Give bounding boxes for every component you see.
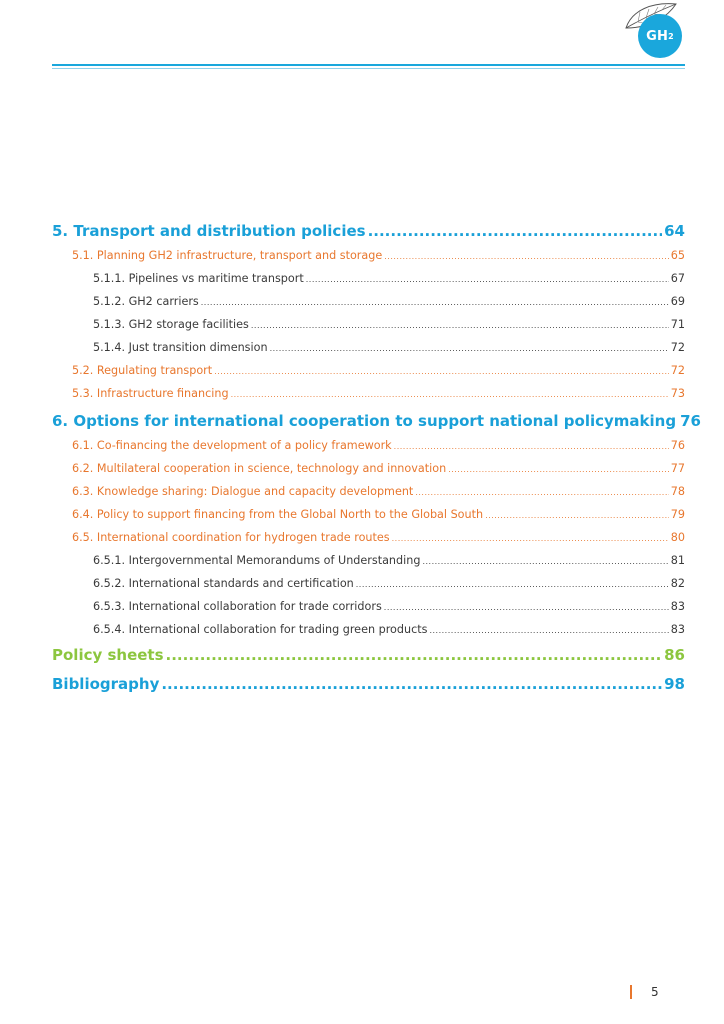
toc-entry-page: 86 (664, 646, 685, 664)
toc-leader-dots (392, 534, 669, 543)
toc-entry-page: 72 (670, 364, 685, 377)
toc-entry[interactable] (52, 462, 685, 475)
toc-leader-dots (368, 222, 663, 240)
toc-entry-page: 77 (670, 462, 685, 475)
toc-entry-page: 76 (670, 439, 685, 452)
toc-entry-title: 6.4. Policy to support financing from the Global North to the Global South (72, 508, 484, 521)
toc-leader-dots (270, 344, 669, 353)
header-rule (52, 64, 685, 66)
toc-entry-page: 71 (670, 318, 685, 331)
toc-leader-dots (485, 511, 669, 520)
toc-leader-dots (422, 557, 668, 566)
toc-entry[interactable] (52, 272, 685, 285)
toc-entry[interactable] (52, 623, 685, 636)
toc-entry[interactable] (52, 600, 685, 613)
toc-leader-dots (356, 580, 669, 589)
toc-entry[interactable] (52, 295, 685, 308)
logo-text: GH (646, 28, 669, 44)
toc-entry[interactable] (52, 412, 701, 430)
toc-entry-title: 6.5. International coordination for hydrogen trade routes (72, 531, 390, 544)
toc-entry-title: 5.1.3. GH2 storage facilities (93, 318, 249, 331)
toc-leader-dots (448, 465, 669, 474)
toc-entry-title: 5. Transport and distribution policies (52, 222, 366, 240)
toc-leader-dots (429, 626, 668, 635)
toc-entry[interactable] (52, 531, 685, 544)
toc-entry-title: 5.3. Infrastructure financing (72, 387, 229, 400)
toc-entry[interactable] (52, 341, 685, 354)
toc-entry[interactable] (52, 485, 685, 498)
toc-entry-title: 6. Options for international cooperation to support national policymaking (52, 412, 677, 430)
toc-leader-dots (201, 298, 669, 307)
toc-entry-title: 6.3. Knowledge sharing: Dialogue and capacity development (72, 485, 414, 498)
toc-entry-page: 80 (670, 531, 685, 544)
toc-entry-page: 67 (670, 272, 685, 285)
toc-entry-page: 64 (664, 222, 685, 240)
gh2-logo (618, 0, 688, 64)
toc-entry-title: 6.5.2. International standards and certification (93, 577, 354, 590)
toc-leader-dots (231, 390, 669, 399)
gh2-badge (638, 14, 682, 58)
toc-entry-page: 83 (670, 600, 685, 613)
toc-entry[interactable] (52, 439, 685, 452)
toc-entry[interactable] (52, 364, 685, 377)
toc-entry[interactable] (52, 646, 685, 664)
toc-entry[interactable] (52, 554, 685, 567)
toc-entry-page: 78 (670, 485, 685, 498)
toc-entry-page: 65 (670, 249, 685, 262)
toc-entry[interactable] (52, 318, 685, 331)
toc-leader-dots (415, 488, 668, 497)
toc-leader-dots (384, 252, 669, 261)
toc-entry-page: 82 (670, 577, 685, 590)
toc-leader-dots (161, 675, 662, 693)
toc-entry-title: 6.5.1. Intergovernmental Memorandums of Understanding (93, 554, 421, 567)
toc-entry-title: Bibliography (52, 675, 160, 693)
toc-entry-title: 5.1.1. Pipelines vs maritime transport (93, 272, 304, 285)
toc-entry[interactable] (52, 249, 685, 262)
toc-entry[interactable] (52, 675, 685, 693)
toc-entry-title: Policy sheets (52, 646, 164, 664)
toc-entry-page: 69 (670, 295, 685, 308)
toc-entry-title: 5.1.2. GH2 carriers (93, 295, 199, 308)
toc-entry-title: 6.5.4. International collaboration for trading green products (93, 623, 428, 636)
toc-entry-title: 5.2. Regulating transport (72, 364, 213, 377)
toc-entry-title: 6.5.3. International collaboration for trade corridors (93, 600, 382, 613)
toc-entry-title: 6.1. Co-financing the development of a policy framework (72, 439, 392, 452)
toc-entry-page: 73 (670, 387, 685, 400)
toc-leader-dots (384, 603, 669, 612)
toc-entry-page: 98 (664, 675, 685, 693)
toc-leader-dots (214, 367, 669, 376)
toc-leader-dots (251, 321, 669, 330)
toc-entry-page: 72 (670, 341, 685, 354)
header-rule-thin (52, 68, 685, 69)
logo-subscript: 2 (668, 31, 674, 41)
footer-accent-bar (630, 985, 632, 999)
toc-leader-dots (394, 442, 669, 451)
toc-entry[interactable] (52, 508, 685, 521)
toc-entry-page: 81 (670, 554, 685, 567)
toc-entry-title: 5.1. Planning GH2 infrastructure, transport and storage (72, 249, 383, 262)
toc-entry-title: 6.2. Multilateral cooperation in science, technology and innovation (72, 462, 447, 475)
toc-entry[interactable] (52, 222, 685, 240)
toc-entry-title: 5.1.4. Just transition dimension (93, 341, 268, 354)
toc-entry[interactable] (52, 577, 685, 590)
page-number: 5 (651, 985, 659, 999)
toc-leader-dots (166, 646, 663, 664)
toc-entry[interactable] (52, 387, 685, 400)
toc-entry-page: 79 (670, 508, 685, 521)
toc-entry-page: 83 (670, 623, 685, 636)
toc-entry-page: 76 (680, 412, 701, 430)
toc-leader-dots (306, 275, 669, 284)
